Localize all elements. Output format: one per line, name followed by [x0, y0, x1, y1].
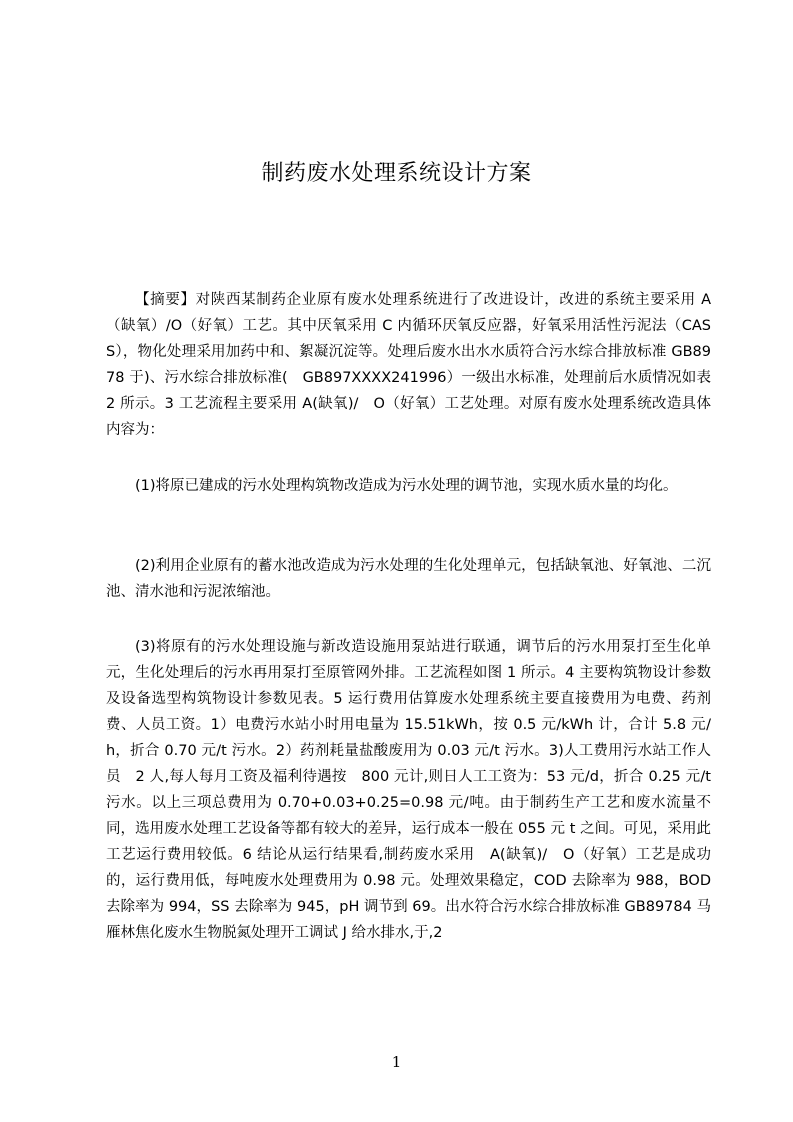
abstract-paragraph: 【摘要】对陕西某制药企业原有废水处理系统进行了改进设计，改进的系统主要采用 A（缺氧）/O（好氧）工艺。其中厌氧采用 C 内循环厌氧反应器，好氧采用活性污泥法（CASS），物化处理采用加药中和、絮凝沉淀等。处理后废水出水水质符合污水综合排放标准 GB8978 于)、污水综合排放标准( GB897XXXX241996）一级出水标准，处理前后水质情况如表 2 所示。3 工艺流程主要采用 A(缺氧)/ O（好氧）工艺处理。对原有废水处理系统改造具体内容为： [106, 292, 711, 438]
page-title: 制药废水处理系统设计方案 [261, 160, 532, 186]
list-item-2-paragraph: (2)利用企业原有的蓄水池改造成为污水处理的生化处理单元，包括缺氧池、好氧池、二沉池、清水池和污泥浓缩池。 [106, 558, 711, 600]
list-item-3-paragraph: (3)将原有的污水处理设施与新改造设施用泵站进行联通，调节后的污水用泵打至生化单元，生化处理后的污水再用泵打至原管网外排。工艺流程如图 1 所示。4 主要构筑物设计参数及设备选型构筑物设计参数见表。5 运行费用估算废水处理系统主要直接费用为电费、药剂费、人员工资。1）电费污水站小时用电量为 15.51kWh，按 0.5 元/kWh 计，合计 5.8 元/h，折合 0.70 元/t 污水。2）药剂耗量盐酸废用为 0.03 元/t 污水。3)人工费用污水站工作人员 2 人,每人每月工资及福利待遇按 800 元计,则日人工工资为：53 元/d，折合 0.25 元/t 污水。以上三项总费用为 0.70+0.03+0.25=0.98 元/吨。由于制药生产工艺和废水流量不同，选用废水处理工艺设备等都有较大的差异，运行成本一般在 055 元 t 之间。可见，采用此工艺运行费用较低。6 结论从运行结果看,制药废水采用 A(缺氧)/ O（好氧）工艺是成功的，运行费用低，每吨废水处理费用为 0.98 元。处理效果稳定，COD 去除率为 988，BOD 去除率为 994，SS 去除率为 945，pH 调节到 69。出水符合污水综合排放标准 GB89784 马雁林焦化废水生物脱氮处理开工调试 J 给水排水,于,2 [106, 639, 711, 941]
list-item-1-paragraph: (1)将原已建成的污水处理构筑物改造成为污水处理的调节池，实现水质水量的均化。 [135, 478, 678, 494]
page-number: 1 [391, 1053, 402, 1071]
